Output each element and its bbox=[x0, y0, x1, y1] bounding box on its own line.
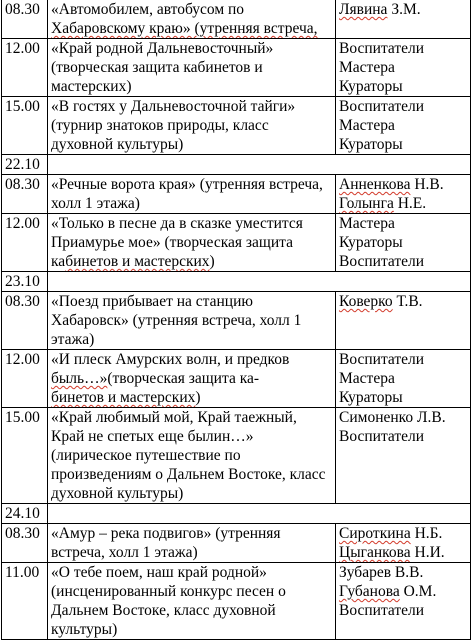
spellcheck-underline: Голынга bbox=[339, 195, 394, 212]
event-text-line: «Автомобилем, автобусом по bbox=[51, 1, 245, 18]
time-cell: 12.00 bbox=[2, 39, 48, 97]
responsible-name: Мастера bbox=[339, 215, 395, 232]
event-text-line: Край не спетых еще былин…» bbox=[51, 428, 254, 445]
schedule-row bbox=[2, 563, 471, 640]
responsible-name: Воспитатели bbox=[339, 98, 425, 115]
schedule-row bbox=[2, 292, 471, 350]
event-text-line: быль…»(творческая защита ка- bbox=[51, 370, 260, 387]
event-text-line: культуры) bbox=[51, 621, 118, 638]
responsible-cell bbox=[336, 0, 471, 39]
responsible-name: Воспитатели bbox=[339, 351, 425, 368]
date-row-empty-cell bbox=[48, 504, 471, 524]
responsible-name: Сироткина Н.Б. bbox=[339, 525, 443, 542]
date-row bbox=[2, 272, 471, 292]
event-text-line: кабинетов и мастерских) bbox=[51, 253, 215, 270]
spellcheck-underline: Сироткина bbox=[339, 525, 411, 542]
event-text-line: этажа) bbox=[51, 331, 95, 348]
responsible-name: Симоненко Л.В. bbox=[339, 409, 446, 426]
time-cell: 08.30 bbox=[2, 292, 48, 350]
responsible-name: Цыганкова Н.И. bbox=[339, 544, 445, 561]
responsible-name: Мастера bbox=[339, 59, 395, 76]
responsible-name: Воспитатели bbox=[339, 602, 425, 619]
responsible-name: Голынга Н.Е. bbox=[339, 195, 427, 212]
event-cell bbox=[48, 214, 336, 272]
responsible-name: Лявина З.М. bbox=[339, 1, 421, 18]
responsible-name: Коверко Т.В. bbox=[339, 293, 423, 310]
schedule-row bbox=[2, 214, 471, 272]
spellcheck-underline: бинетов и мастерских bbox=[65, 253, 210, 270]
event-text-line: «Только в песне да в сказке уместится bbox=[51, 215, 303, 232]
event-cell bbox=[48, 292, 336, 350]
event-text-line bbox=[51, 19, 333, 38]
schedule-row bbox=[2, 350, 471, 408]
responsible-name: Зубарев В.В. bbox=[339, 564, 424, 581]
date-row bbox=[2, 155, 471, 175]
event-text-line: «Край родной Дальневосточный» bbox=[51, 40, 274, 57]
date-row-empty-cell bbox=[48, 272, 471, 292]
responsible-name: Кураторы bbox=[339, 136, 403, 153]
event-text-line: Хабаровск» (утренняя встреча, холл 1 bbox=[51, 312, 302, 329]
event-cell bbox=[48, 175, 336, 214]
time-cell: 12.00 bbox=[2, 350, 48, 408]
event-cell bbox=[48, 350, 336, 408]
event-text-line: «Речные ворота края» (утренняя встреча, bbox=[51, 176, 323, 193]
responsible-cell bbox=[336, 175, 471, 214]
event-text-line: (турнир знатоков природы, класс bbox=[51, 117, 269, 134]
responsible-cell bbox=[336, 524, 471, 563]
responsible-cell bbox=[336, 292, 471, 350]
responsible-name: Воспитатели bbox=[339, 40, 425, 57]
event-text-line: «Край любимый мой, Край таежный, bbox=[51, 409, 297, 426]
event-text-line: Приамурье мое» (творческая защита bbox=[51, 234, 293, 251]
responsible-cell bbox=[336, 39, 471, 97]
responsible-cell bbox=[336, 97, 471, 155]
time-cell: 11.00 bbox=[2, 563, 48, 640]
event-cell bbox=[48, 524, 336, 563]
schedule-body bbox=[2, 0, 471, 640]
spellcheck-underline: бинетов и мастерских bbox=[51, 389, 196, 406]
time-cell: 08.30 bbox=[2, 524, 48, 563]
spellcheck-underline: Анненкова bbox=[339, 176, 411, 193]
event-text-line: мастерских) bbox=[51, 78, 132, 95]
spellcheck-underline: Лявина bbox=[339, 1, 388, 18]
time-cell: 08.30 bbox=[2, 0, 48, 39]
time-cell: 12.00 bbox=[2, 214, 48, 272]
event-text-line: «Поезд прибывает на станцию bbox=[51, 293, 253, 310]
time-cell: 15.00 bbox=[2, 97, 48, 155]
date-cell: 22.10 bbox=[2, 155, 48, 175]
responsible-name: Губанова О.М. bbox=[339, 583, 437, 600]
event-text-line: (лирическое путешествие по bbox=[51, 447, 241, 464]
time-cell: 15.00 bbox=[2, 408, 48, 504]
responsible-cell bbox=[336, 408, 471, 504]
event-text-line: встреча, холл 1 этажа) bbox=[51, 544, 198, 561]
event-text-line: «О тебе поем, наш край родной» bbox=[51, 564, 267, 581]
date-cell: 23.10 bbox=[2, 272, 48, 292]
event-cell bbox=[48, 0, 336, 39]
event-text-line: «В гостях у Дальневосточной тайги» bbox=[51, 98, 296, 115]
date-cell: 24.10 bbox=[2, 504, 48, 524]
event-text-line: духовной культуры) bbox=[51, 136, 184, 153]
schedule-row bbox=[2, 0, 471, 39]
responsible-name: Мастера bbox=[339, 117, 395, 134]
schedule-row bbox=[2, 408, 471, 504]
event-text-line: бинетов и мастерских) bbox=[51, 389, 201, 406]
schedule-row bbox=[2, 97, 471, 155]
event-cell bbox=[48, 39, 336, 97]
schedule-table bbox=[1, 0, 471, 640]
schedule-row bbox=[2, 524, 471, 563]
spellcheck-underline: Губанова bbox=[339, 583, 400, 600]
event-text-line: «И плеск Амурских волн, и предков bbox=[51, 351, 290, 368]
responsible-name: Мастера bbox=[339, 370, 395, 387]
event-text-line: (инсценированный конкурс песен о bbox=[51, 583, 286, 600]
event-text-line: Дальнем Востоке, класс духовной bbox=[51, 602, 276, 619]
responsible-name: Анненкова Н.В. bbox=[339, 176, 444, 193]
spellcheck-underline: быль…» bbox=[51, 370, 108, 387]
date-row bbox=[2, 504, 471, 524]
responsible-name: Кураторы bbox=[339, 78, 403, 95]
spellcheck-underline: Коверко bbox=[339, 293, 393, 310]
schedule-row bbox=[2, 39, 471, 97]
responsible-name: Воспитатели bbox=[339, 428, 425, 445]
responsible-name: Воспитатели bbox=[339, 253, 425, 270]
event-text-line: (творческая защита кабинетов и bbox=[51, 59, 263, 76]
date-row-empty-cell bbox=[48, 155, 471, 175]
spellcheck-underline: Хабаровскому краю» (утренняя встреча, bbox=[51, 20, 318, 37]
event-cell bbox=[48, 97, 336, 155]
responsible-name: Кураторы bbox=[339, 234, 403, 251]
event-text-line: произведениям о Дальнем Востоке, класс bbox=[51, 466, 326, 483]
event-cell bbox=[48, 563, 336, 640]
event-text-line: холл 1 этажа) bbox=[51, 195, 140, 212]
schedule-row bbox=[2, 175, 471, 214]
event-text-line: «Амур – река подвигов» (утренняя bbox=[51, 525, 281, 542]
responsible-cell bbox=[336, 214, 471, 272]
responsible-cell bbox=[336, 563, 471, 640]
event-text-line: духовной культуры) bbox=[51, 485, 184, 502]
time-cell: 08.30 bbox=[2, 175, 48, 214]
responsible-cell bbox=[336, 350, 471, 408]
responsible-name: Кураторы bbox=[339, 389, 403, 406]
event-cell bbox=[48, 408, 336, 504]
spellcheck-underline: Цыганкова bbox=[339, 544, 411, 561]
